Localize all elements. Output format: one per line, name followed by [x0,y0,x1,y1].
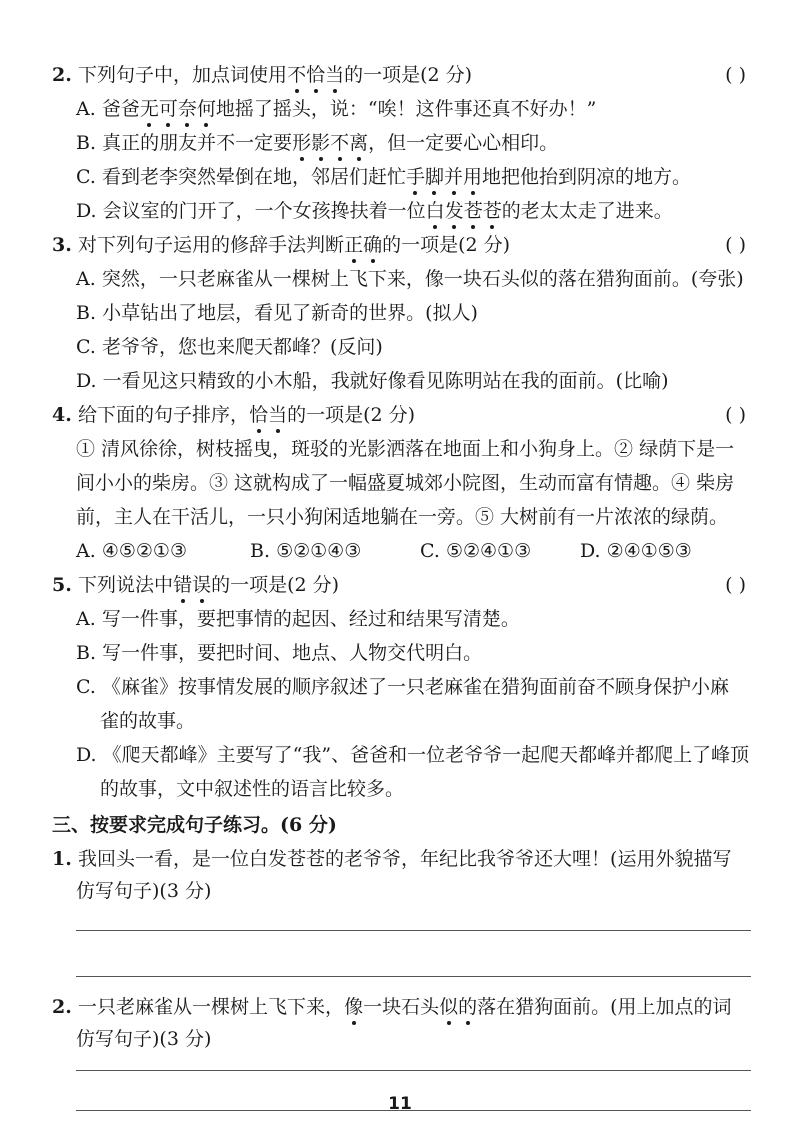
q2-option-a[interactable]: A. 爸爸无可奈何地摇了摇头，说：“唉！这件事还真不好办！” [76,98,597,120]
emphasis-dot-char: 正 [344,234,364,256]
q4-passage-line-2: 间小小的柴房。③ 这就构成了一幅盛夏城郊小院图，生动而富有情趣。④ 柴房 [76,472,735,494]
s2-dotted-2 [439,996,477,1018]
emphasis-dot-char: 当 [325,64,345,86]
q3-stem-dotted [344,234,382,256]
q5-option-c-cont: 雀的故事。 [100,710,196,732]
s2-prompt-cont: 仿写句子)(3 分) [76,1028,212,1050]
q4-choice-a[interactable]: A. ④⑤②①③ [76,540,187,562]
emphasis-dot-char: 形 [292,132,312,154]
emphasis-dot-char: 用 [463,166,483,188]
emphasis-dot-char: 无 [139,98,159,120]
emphasis-dot-char: 苍 [463,200,483,222]
emphasis-dot-char: 错 [173,574,193,596]
q2-stem: 2. 下列句子中，加点词使用不恰当的一项是(2 分) [52,64,473,86]
q4-passage-line-1: ① 清风徐徐，树枝摇曳，斑驳的光影洒落在地面上和小狗身上。② 绿荫下是一 [76,438,735,460]
emphasis-dot-char: 发 [444,200,464,222]
emphasis-dot-char: 影 [311,132,331,154]
q2-answer-blank[interactable]: ( ) [725,64,746,86]
q3-answer-blank[interactable]: ( ) [725,234,746,256]
q3-stem: 3. 对下列句子运用的修辞手法判断正确的一项是(2 分) [52,234,511,256]
q5-option-d[interactable]: D. 《爬天都峰》主要写了“我”、爸爸和一位老爷爷一起爬天都峰并都爬上了峰顶 [76,744,750,766]
s2-answer-line-1[interactable] [76,1070,751,1071]
q5-option-b[interactable]: B. 写一件事，要把时间、地点、人物交代明白。 [76,642,483,664]
q2-option-c[interactable]: C. 看到老李突然晕倒在地，邻居们赶忙手脚并用地把他抬到阴凉的地方。 [76,166,692,188]
emphasis-dot-char: 恰 [306,64,326,86]
emphasis-dot-char: 不 [287,64,307,86]
q2-d-dotted [426,200,502,222]
q3-option-b[interactable]: B. 小草钻出了地层，看见了新奇的世界。(拟人) [76,302,478,324]
q4-choice-d[interactable]: D. ②④①⑤③ [580,540,692,562]
q3-option-c[interactable]: C. 老爷爷，您也来爬天都峰？(反问) [76,336,383,358]
q4-choice-b[interactable]: B. ⑤②①④③ [250,540,362,562]
q4-stem-dotted [249,404,287,426]
emphasis-dot-char: 脚 [424,166,444,188]
q4-choice-c[interactable]: C. ⑤②④①③ [420,540,532,562]
q3-option-d[interactable]: D. 一看见这只精致的小木船，我就好像看见陈明站在我的面前。(比喻) [76,370,669,392]
q3-option-a[interactable]: A. 突然，一只老麻雀从一棵树上飞下来，像一块石头似的落在猎狗面前。(夸张) [76,268,744,290]
q5-stem-dotted [173,574,211,596]
section-3-title: 三、按要求完成句子练习。(6 分) [52,814,337,836]
emphasis-dot-char: 可 [158,98,178,120]
emphasis-dot-char: 何 [196,98,216,120]
q4-passage-line-3: 前，主人在干活儿，一只小狗闲适地躺在一旁。⑤ 大树前有一片浓浓的绿荫。 [76,506,729,528]
emphasis-dot-char: 的 [458,996,478,1018]
emphasis-dot-char: 误 [192,574,212,596]
emphasis-dot-char: 奈 [177,98,197,120]
s1-answer-line-1[interactable] [76,930,751,931]
emphasis-dot-char: 像 [344,996,364,1018]
s2-prompt: 2. 一只老麻雀从一棵树上飞下来，像一块石头似的落在猎狗面前。(用上加点的词 [52,996,732,1018]
emphasis-dot-char: 离 [349,132,369,154]
page-number: 11 [388,1094,412,1114]
s1-answer-line-2[interactable] [76,976,751,977]
emphasis-dot-char: 似 [439,996,459,1018]
q4-answer-blank[interactable]: ( ) [725,404,746,426]
emphasis-dot-char: 苍 [482,200,502,222]
s2-dotted-1 [344,996,363,1018]
q5-answer-blank[interactable]: ( ) [725,574,746,596]
emphasis-dot-char: 确 [363,234,383,256]
emphasis-dot-char: 当 [268,404,288,426]
q2-stem-dotted [287,64,344,86]
q2-c-dotted [406,166,482,188]
emphasis-dot-char: 并 [444,166,464,188]
q5-option-a[interactable]: A. 写一件事，要把事情的起因、经过和结果写清楚。 [76,608,520,630]
q5-stem: 5. 下列说法中错误的一项是(2 分) [52,574,340,596]
q2-option-b[interactable]: B. 真正的朋友并不一定要形影不离，但一定要心心相印。 [76,132,559,154]
q5-option-c[interactable]: C. 《麻雀》按事情发展的顺序叙述了一只老麻雀在猎狗面前奋不顾身保护小麻 [76,676,729,698]
emphasis-dot-char: 白 [425,200,445,222]
q2-a-dotted [140,98,216,120]
q2-option-d[interactable]: D. 会议室的门开了，一个女孩搀扶着一位白发苍苍的老太太走了进来。 [76,200,673,222]
emphasis-dot-char: 手 [405,166,425,188]
s1-prompt-cont: 仿写句子)(3 分) [76,880,212,902]
q5-option-d-cont: 的故事，文中叙述性的语言比较多。 [100,778,405,800]
q4-stem: 4. 给下面的句子排序，恰当的一项是(2 分) [52,404,416,426]
s1-prompt: 1. 我回头一看，是一位白发苍苍的老爷爷，年纪比我爷爷还大哩！(运用外貌描写 [52,848,732,870]
emphasis-dot-char: 恰 [249,404,269,426]
q2-b-dotted [292,132,368,154]
emphasis-dot-char: 不 [330,132,350,154]
